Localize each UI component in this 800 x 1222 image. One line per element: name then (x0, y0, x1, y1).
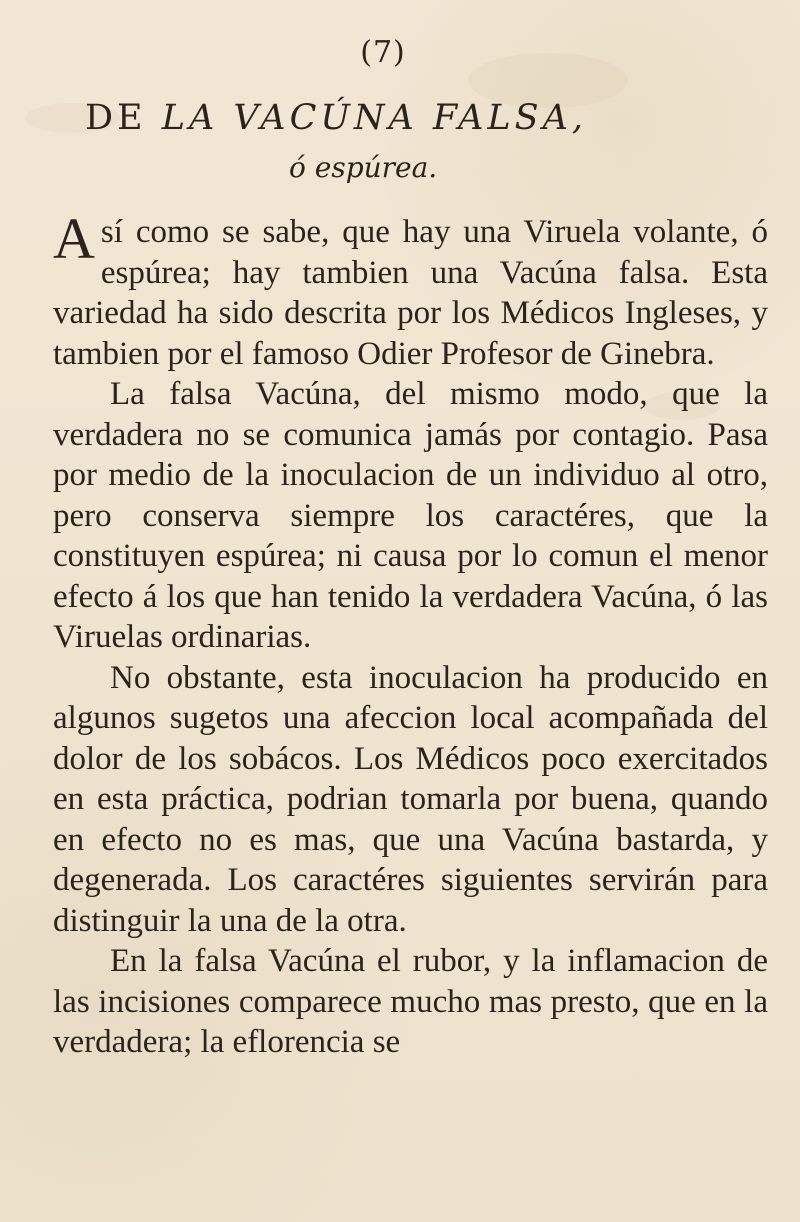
paragraph-4: En la falsa Vacúna el rubor, y la inflamacion de las incisiones comparece mucho mas presto, que en la verdadera; la eflorencia se (53, 943, 768, 1060)
page-text (53, 206, 768, 1063)
paragraph-2: La falsa Vacúna, del mismo modo, que la verdadera no se comunica jamás por contagio. Pasa por medio de la inoculacion de un individuo al otro, pero conserva siempre los caractéres, que la constituyen espúrea; ni causa por lo comun el menor efecto á los que han tenido la verdadera Vacúna, ó las Viruelas ordinarias. (53, 376, 768, 655)
page-title (85, 98, 695, 138)
paragraph-1 (53, 206, 768, 374)
page-subtitle: ó espúrea. (289, 151, 438, 184)
page-number: (7) (360, 35, 406, 70)
drop-cap: A (53, 206, 95, 271)
paragraph-1-body: sí como se sabe, que hay una Viruela volante, ó espúrea; hay tambien una Vacúna falsa. Esta variedad ha sido descrita por los Médicos Ingleses, y tambien por el famoso Odier Profesor de Ginebra. (53, 214, 768, 372)
paragraph-3: No obstante, esta inoculacion ha producido en algunos sugetos una afeccion local acompañada del dolor de los sobácos. Los Médicos poco exercitados en esta práctica, podrian tomarla por buena, quando en efecto no es mas, que una Vacúna bastarda, y degenerada. Los caractéres siguientes servirán para distinguir la una de la otra. (53, 659, 768, 939)
page-title-part-2: LA VACÚNA FALSA, (161, 98, 588, 138)
page-title-part-1: DE (85, 98, 162, 138)
